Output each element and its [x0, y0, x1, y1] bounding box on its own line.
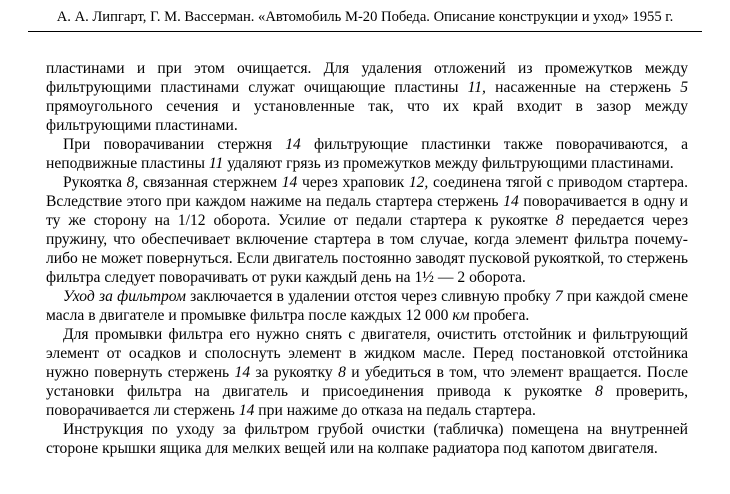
reference-number: 8 [595, 383, 603, 400]
reference-number: 11, [467, 79, 486, 96]
reference-number: 14 [234, 364, 251, 381]
reference-number: 8 [555, 212, 564, 229]
text-run: прямоугольного сечения и установленные так, что их край входит в зазор между фильтрующими пластинами. [46, 98, 688, 134]
header-rule [28, 31, 702, 32]
text-run: за рукоятку [250, 364, 339, 381]
paragraph-5 [46, 325, 688, 420]
running-header: А. А. Липгарт, Г. М. Вассерман. «Автомобиль М-20 Победа. Описание конструкции и уход» 1955 г. [56, 9, 674, 25]
reference-number: 14 [285, 136, 301, 153]
text-run: передается через пружину, что обеспечивает включение стартера в том случае, когда элемент фильтра почему-либо не может повернуться. Если двигатель постоянно заводят пусковой рукояткой, то стержень фильтра следует поворачивать от руки каждый день на 1½ — 2 оборота. [46, 212, 688, 286]
text-run: через храповик [297, 174, 409, 191]
text-run: насаженные на стержень [485, 79, 681, 96]
paragraph-4 [46, 287, 688, 325]
text-run: пластинами и при этом очищается. Для удаления отложений из промежутков между фильтрующими пластинами служат очищающие пластины [46, 60, 688, 96]
text-run: Инструкция по уходу за фильтром грубой очистки (табличка) помещена на внутренней стороне крышки ящика для мелких вещей или на колпаке радиатора под капотом двигателя. [46, 421, 688, 457]
reference-number: 14 [238, 402, 255, 419]
text-run: заключается в удалении отстоя через сливную пробку [185, 288, 555, 305]
paragraph-3 [46, 173, 688, 287]
text-run: при каждой смене масла в двигателе и промывке фильтра после каждых 12 000 [46, 288, 689, 324]
text-run: поворачивается в одну и ту же сторону на 1/12 оборота. Усилие от педали стартера к рукоятке [46, 193, 688, 229]
text-run: фильтрующие пластинки также поворачиваются, а неподвижные пластины [46, 136, 688, 172]
text-run: При поворачивании стержня [63, 136, 286, 153]
text-run: проверить, поворачивается ли стержень [46, 383, 688, 419]
body-text [46, 59, 688, 458]
text-run: и убедиться в том, что элемент вращается. После установки фильтра на двигатель и присоединения привода к рукоятке [46, 364, 688, 400]
paragraph-6 [46, 420, 688, 458]
text-run: удаляют грязь из промежутков между фильтрующими пластинами. [223, 155, 674, 172]
reference-number: 8, [126, 174, 139, 191]
text-run: соединена тягой с приводом стартера. Вследствие этого при каждом нажиме на педаль стартера стержень [46, 174, 688, 210]
unit-abbreviation: км [452, 307, 470, 324]
text-run: связанная стержнем [138, 174, 282, 191]
reference-number: 14 [503, 193, 519, 210]
paragraph-2 [46, 135, 688, 173]
text-run: при нажиме до отказа на педаль стартера. [254, 402, 536, 419]
reference-number: 14 [281, 174, 298, 191]
reference-number: 8 [338, 364, 346, 381]
reference-number: 5 [680, 79, 689, 96]
text-run: Рукоятка [63, 174, 127, 191]
paragraph-1 [46, 59, 688, 135]
text-run: Для промывки фильтра его нужно снять с двигателя, очистить отстойник и фильтрующий элемент от осадков и сполоснуть элемент в жидком масле. Перед постановкой отстойника нужно повернуть стержень [46, 326, 688, 381]
reference-number: 7 [554, 288, 563, 305]
text-run: пробега. [469, 307, 530, 324]
italic-lead-phrase: Уход за фильтром [63, 288, 186, 305]
reference-number: 12, [408, 174, 429, 191]
reference-number: 11 [208, 155, 224, 172]
